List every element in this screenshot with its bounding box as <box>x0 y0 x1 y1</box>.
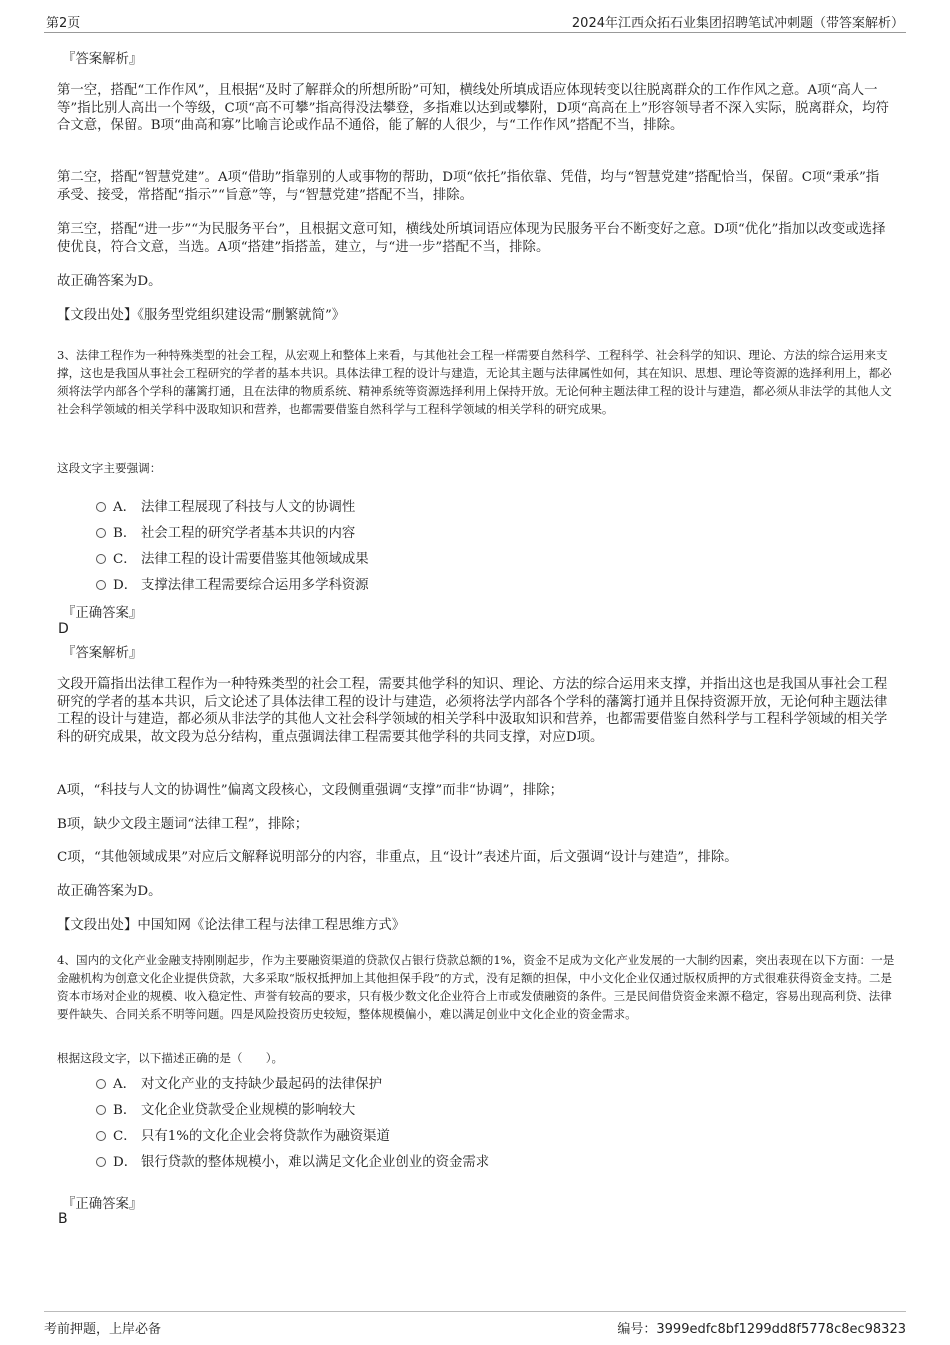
footer-slogan: 考前押题，上岸必备 <box>44 1322 162 1337</box>
option-letter: B． <box>113 526 137 541</box>
option-b[interactable] <box>96 522 355 542</box>
source-citation: 【文段出处】《服务型党组织建设需“删繁就简”》 <box>57 308 346 323</box>
option-letter: B． <box>113 1103 137 1118</box>
option-letter: D． <box>113 578 138 593</box>
correct-answer: D <box>58 621 69 637</box>
question-4-prompt: 根据这段文字，以下描述正确的是（ ）。 <box>57 1051 284 1065</box>
document-title: 2024年江西众拓石业集团招聘笔试冲刺题（带答案解析） <box>571 16 904 31</box>
radio-icon[interactable] <box>96 1079 106 1089</box>
option-text: 法律工程的设计需要借鉴其他领域成果 <box>141 552 369 567</box>
option-text: 法律工程展现了科技与人文的协调性 <box>141 500 356 515</box>
option-text: 只有1%的文化企业会将贷款作为融资渠道 <box>141 1129 390 1144</box>
radio-icon[interactable] <box>96 502 106 512</box>
radio-icon[interactable] <box>96 528 106 538</box>
option-text: 文化企业贷款受企业规模的影响较大 <box>141 1103 356 1118</box>
option-letter: D． <box>113 1155 138 1170</box>
source-citation: 【文段出处】中国知网《论法律工程与法律工程思维方式》 <box>57 918 406 933</box>
radio-icon[interactable] <box>96 554 106 564</box>
analysis-paragraph-2: 第二空，搭配“智慧党建”。A项“借助”指靠别的人或事物的帮助，D项“依托”指依靠、凭借，均与“智慧党建”搭配恰当，保留。C项“秉承”指承受、接受，常搭配“指示”“旨意”等，与“智慧党建”搭配不当，排除。 <box>57 170 880 203</box>
analysis-conclusion: 故正确答案为D。 <box>57 884 162 899</box>
page-footer <box>44 1311 906 1336</box>
radio-icon[interactable] <box>96 580 106 590</box>
option-letter: A． <box>113 500 137 515</box>
correct-answer-tag: 『正确答案』 <box>62 606 143 621</box>
question-4-stem: 4、国内的文化产业金融支持刚刚起步，作为主要融资渠道的贷款仅占银行贷款总额的1%，资金不足成为文化产业发展的一大制约因素，突出表现在以下方面：一是金融机构为创意文化企业提供贷款，大多采取“版权抵押加上其他担保手段”的方式，没有足额的担保，中小文化企业仅通过版权质押的方式很难获得资金支持。二是资本市场对企业的规模、收入稳定性、声誉有较高的要求，只有极少数文化企业符合上市或发债融资的条件。三是民间借贷资金来源不稳定，容易出现高利贷、法律要件缺失、合同关系不明等问题。四是风险投资历史较短，整体规模偏小，难以满足创业中文化企业的资金需求。 <box>57 953 895 1021</box>
page-number: 第2页 <box>46 16 81 31</box>
option-text: 支撑法律工程需要综合运用多学科资源 <box>141 578 369 593</box>
analysis-tag: 『答案解析』 <box>62 646 143 661</box>
analysis-conclusion: 故正确答案为D。 <box>57 274 162 289</box>
document-id: 编号：3999edfc8bf1299dd8f5778c8ec98323 <box>617 1322 906 1337</box>
option-d[interactable] <box>96 1151 489 1171</box>
correct-answer: B <box>58 1211 68 1227</box>
question-3-prompt: 这段文字主要强调： <box>57 461 162 475</box>
analysis-paragraph-3: 第三空，搭配“进一步”“为民服务平台”，且根据文意可知，横线处所填词语应体现为民服务平台不断变好之意。D项“优化”指加以改变或选择使优良，符合文意，当选。A项“搭建”指搭盖，建立，与“进一步”搭配不当，排除。 <box>57 222 886 255</box>
option-text: 社会工程的研究学者基本共识的内容 <box>141 526 356 541</box>
option-a[interactable] <box>96 1073 382 1093</box>
option-text: 银行贷款的整体规模小，难以满足文化企业创业的资金需求 <box>141 1155 490 1170</box>
analysis-paragraph-1: 第一空，搭配“工作作风”，且根据“及时了解群众的所想所盼”可知，横线处所填成语应体现转变以往脱离群众的工作作风之意。A项“高人一等”指比别人高出一个等级，C项“高不可攀”指高得没法攀登，多指难以达到或攀附，D项“高高在上”形容领导者不深入实际，脱离群众，均符合文意，保留。B项“曲高和寡”比喻言论或作品不通俗，能了解的人很少，与“工作作风”搭配不当，排除。 <box>57 83 889 133</box>
option-text: 对文化产业的支持缺少最起码的法律保护 <box>141 1077 383 1092</box>
radio-icon[interactable] <box>96 1157 106 1167</box>
page-header <box>44 12 906 33</box>
option-d[interactable] <box>96 574 369 594</box>
analysis-paragraph-4: C项，“其他领域成果”对应后文解释说明部分的内容，非重点，且“设计”表述片面，后文强调“设计与建造”，排除。 <box>57 850 738 865</box>
option-letter: C． <box>113 1129 137 1144</box>
analysis-paragraph-2: A项，“科技与人文的协调性”偏离文段核心，文段侧重强调“支撑”而非“协调”，排除； <box>57 783 564 798</box>
question-3-stem: 3、法律工程作为一种特殊类型的社会工程，从宏观上和整体上来看，与其他社会工程一样需要自然科学、工程科学、社会科学的知识、理论、方法的综合运用来支撑，这也是我国从事社会工程研究的学者的基本共识。具体法律工程的设计与建造，无论其主题与法律属性如何，其在知识、思想、理论等资源的选择利用上，都必须将法学内部各个学科的藩篱打通，且在法律的物质系统、精神系统等资源选择利用上保持开放。无论何种主题法律工程的设计与建造，都必须从非法学的其他人文社会科学领域的相关学科中汲取知识和营养，也都需要借鉴自然科学与工程科学领域的相关学科的研究成果。 <box>57 348 892 416</box>
analysis-paragraph-3: B项，缺少文段主题词“法律工程”，排除； <box>57 817 309 832</box>
analysis-paragraph-1: 文段开篇指出法律工程作为一种特殊类型的社会工程，需要其他学科的知识、理论、方法的综合运用来支撑，并指出这也是我国从事社会工程研究的学者的基本共识，后文论述了具体法律工程的设计与建造，必须将法学内部各个学科的藩篱打通并且保持资源开放，无论何种主题法律工程的设计与建造，都必须从非法学的其他人文社会科学领域的相关学科中汲取知识和营养，也都需要借鉴自然科学与工程科学领域的相关学科的研究成果，故文段为总分结构，重点强调法律工程需要其他学科的共同支撑，对应D项。 <box>57 677 888 745</box>
correct-answer-tag: 『正确答案』 <box>62 1197 143 1212</box>
analysis-tag: 『答案解析』 <box>62 52 143 67</box>
radio-icon[interactable] <box>96 1105 106 1115</box>
option-letter: C． <box>113 552 137 567</box>
option-letter: A． <box>113 1077 137 1092</box>
option-a[interactable] <box>96 496 355 516</box>
option-b[interactable] <box>96 1099 355 1119</box>
option-c[interactable] <box>96 1125 390 1145</box>
radio-icon[interactable] <box>96 1131 106 1141</box>
option-c[interactable] <box>96 548 369 568</box>
